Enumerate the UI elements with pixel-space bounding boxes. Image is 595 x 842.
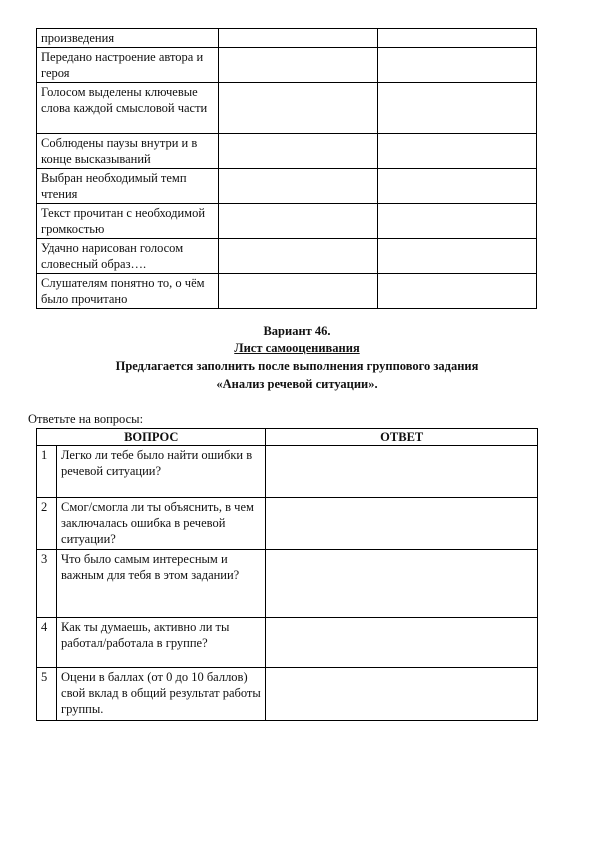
table-header-row <box>37 429 538 446</box>
answer-cell[interactable] <box>266 446 538 498</box>
criterion-label: Слушателям понятно то, о чём было прочитано <box>37 274 219 309</box>
variant-title: Вариант 46. <box>263 324 331 338</box>
score-cell[interactable] <box>219 29 378 48</box>
score-cell[interactable] <box>378 83 537 134</box>
score-cell[interactable] <box>219 134 378 169</box>
score-cell[interactable] <box>378 239 537 274</box>
score-cell[interactable] <box>378 134 537 169</box>
answer-cell[interactable] <box>266 550 538 618</box>
question-number: 1 <box>37 446 57 498</box>
criterion-label: Выбран необходимый темп чтения <box>37 169 219 204</box>
table-row <box>37 169 537 204</box>
questions-table <box>36 428 538 721</box>
table-row <box>37 498 538 550</box>
score-cell[interactable] <box>378 29 537 48</box>
question-text: Как ты думаешь, активно ли ты работал/работала в группе? <box>57 618 266 668</box>
table-row <box>37 29 537 48</box>
question-number: 4 <box>37 618 57 668</box>
table-row <box>37 274 537 309</box>
criterion-label: Удачно нарисован голосом словесный образ…. <box>37 239 219 274</box>
table-row <box>37 446 538 498</box>
question-number: 5 <box>37 668 57 721</box>
answer-cell[interactable] <box>266 618 538 668</box>
column-header-answer: ОТВЕТ <box>266 429 538 446</box>
criterion-label: Текст прочитан с необходимой громкостью <box>37 204 219 239</box>
score-cell[interactable] <box>378 204 537 239</box>
criterion-label: Голосом выделены ключевые слова каждой смысловой части <box>37 83 219 134</box>
question-text: Оцени в баллах (от 0 до 10 баллов) свой вклад в общий результат работы группы. <box>57 668 266 721</box>
score-cell[interactable] <box>219 169 378 204</box>
sheet-title: Лист самооценивания <box>234 341 360 355</box>
table-row <box>37 239 537 274</box>
table-row <box>37 48 537 83</box>
criterion-label: Соблюдены паузы внутри и в конце высказываний <box>37 134 219 169</box>
table-row <box>37 550 538 618</box>
question-text: Смог/смогла ли ты объяснить, в чем заключалась ошибка в речевой ситуации? <box>57 498 266 550</box>
table-row <box>37 134 537 169</box>
criteria-table <box>36 28 537 309</box>
table-row <box>37 83 537 134</box>
score-cell[interactable] <box>378 169 537 204</box>
instruction-line: «Анализ речевой ситуации». <box>216 377 378 391</box>
answer-prompt: Ответьте на вопросы: <box>28 412 144 426</box>
table-row <box>37 668 538 721</box>
score-cell[interactable] <box>219 83 378 134</box>
score-cell[interactable] <box>378 48 537 83</box>
table-row <box>37 618 538 668</box>
instruction-line: Предлагается заполнить после выполнения группового задания <box>115 359 479 373</box>
score-cell[interactable] <box>219 204 378 239</box>
question-text: Легко ли тебе было найти ошибки в речевой ситуации? <box>57 446 266 498</box>
criterion-label: Передано настроение автора и героя <box>37 48 219 83</box>
score-cell[interactable] <box>219 239 378 274</box>
score-cell[interactable] <box>219 48 378 83</box>
score-cell[interactable] <box>378 274 537 309</box>
answer-cell[interactable] <box>266 668 538 721</box>
answer-cell[interactable] <box>266 498 538 550</box>
column-header-question: ВОПРОС <box>37 429 266 446</box>
table-row <box>37 204 537 239</box>
question-number: 3 <box>37 550 57 618</box>
score-cell[interactable] <box>219 274 378 309</box>
criterion-label: произведения <box>37 29 219 48</box>
question-number: 2 <box>37 498 57 550</box>
question-text: Что было самым интересным и важным для тебя в этом задании? <box>57 550 266 618</box>
